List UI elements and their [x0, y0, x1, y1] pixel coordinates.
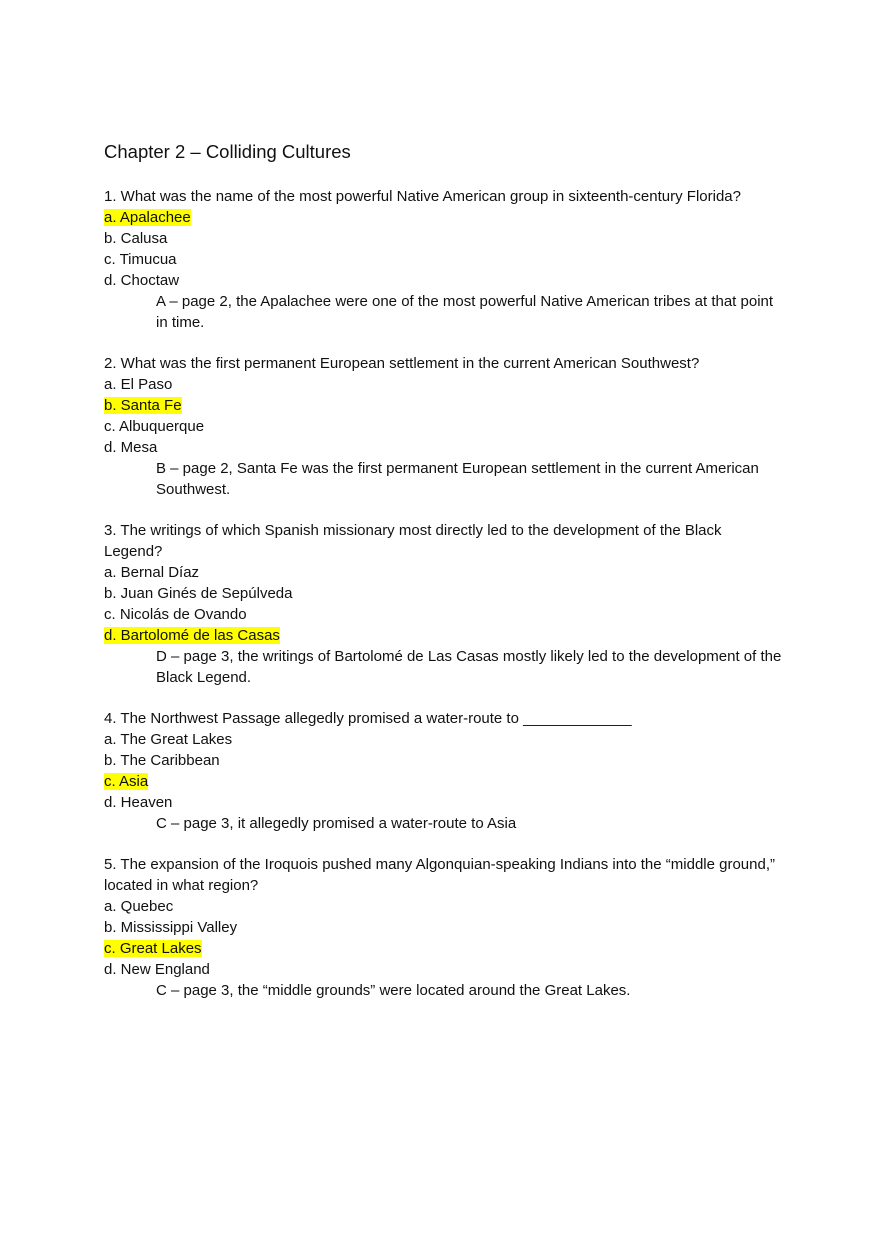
question-text: 3. The writings of which Spanish missionary most directly led to the development of the Black Legend?: [104, 522, 722, 560]
answer-option: [104, 207, 784, 228]
answer-option: c. Timucua: [104, 251, 177, 268]
question-block: [104, 708, 784, 834]
answer-option: d. New England: [104, 961, 210, 978]
answer-option: [104, 938, 784, 959]
answer-option: [104, 771, 784, 792]
answer-option: d. Choctaw: [104, 272, 180, 289]
question-text: 1. What was the name of the most powerful Native American group in sixteenth-century Florida?: [104, 188, 741, 205]
answer-option: c. Nicolás de Ovando: [104, 606, 247, 623]
document-body: [104, 140, 784, 1021]
correct-answer-highlight: c. Great Lakes: [104, 940, 202, 957]
correct-answer-highlight: c. Asia: [104, 773, 149, 790]
answer-explanation: C – page 3, the “middle grounds” were located around the Great Lakes.: [156, 982, 631, 999]
answer-option: a. Bernal Díaz: [104, 564, 200, 581]
answer-option: d. Mesa: [104, 439, 158, 456]
answer-option: [104, 395, 784, 416]
answer-option: c. Albuquerque: [104, 418, 205, 435]
correct-answer-highlight: d. Bartolomé de las Casas: [104, 627, 280, 644]
correct-answer-highlight: a. Apalachee: [104, 209, 191, 226]
answer-option: b. Calusa: [104, 230, 168, 247]
question-block: [104, 854, 784, 1001]
answer-option: b. Mississippi Valley: [104, 919, 238, 936]
answer-option: [104, 625, 784, 646]
page-title: Chapter 2 – Colliding Cultures: [104, 141, 351, 162]
question-text: 5. The expansion of the Iroquois pushed many Algonquian-speaking Indians into the “middle ground,” located in what region?: [104, 856, 776, 894]
question-text: 4. The Northwest Passage allegedly promised a water-route to _____________: [104, 710, 632, 727]
answer-option: d. Heaven: [104, 794, 173, 811]
answer-explanation: C – page 3, it allegedly promised a water-route to Asia: [156, 815, 517, 832]
correct-answer-highlight: b. Santa Fe: [104, 397, 182, 414]
answer-option: a. El Paso: [104, 376, 173, 393]
answer-explanation: A – page 2, the Apalachee were one of the most powerful Native American tribes at that point in time.: [156, 293, 774, 331]
question-text: 2. What was the first permanent European settlement in the current American Southwest?: [104, 355, 700, 372]
answer-option: a. Quebec: [104, 898, 174, 915]
answer-option: a. The Great Lakes: [104, 731, 233, 748]
answer-option: b. Juan Ginés de Sepúlveda: [104, 585, 293, 602]
answer-explanation: B – page 2, Santa Fe was the first permanent European settlement in the current American Southwest.: [156, 460, 759, 498]
answer-explanation: D – page 3, the writings of Bartolomé de Las Casas mostly likely led to the development of the Black Legend.: [156, 648, 782, 686]
question-block: [104, 520, 784, 688]
question-block: [104, 353, 784, 500]
question-block: [104, 186, 784, 333]
answer-option: b. The Caribbean: [104, 752, 220, 769]
